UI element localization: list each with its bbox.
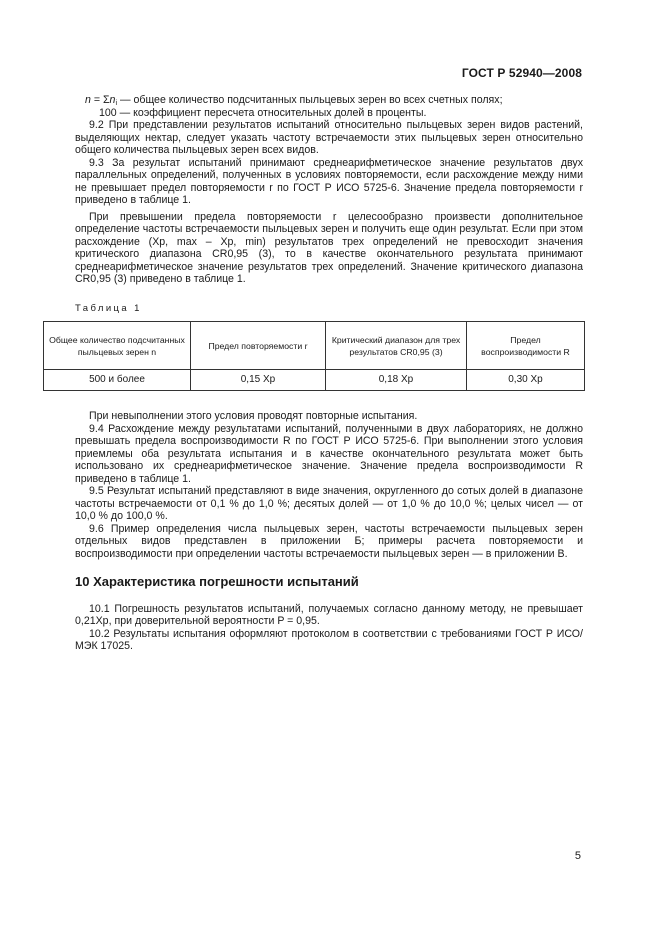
definition-100: 100 — коэффициент пересчета относительных долей в проценты. <box>99 106 427 119</box>
paragraph-after-table: При невыполнении этого условия проводят повторные испытания. <box>89 410 418 422</box>
header-cell: Предел воспроизводимости R <box>467 322 585 370</box>
table-cell: 500 и более <box>44 370 191 391</box>
table-cell: 0,18 Xp <box>326 370 467 391</box>
paragraph-10-2: 10.2 Результаты испытания оформляют протоколом в соответствии с требованиями ГОСТ Р ИСО/МЭК 17025. <box>75 627 583 652</box>
paragraph-10-1: 10.1 Погрешность результатов испытаний, получаемых согласно данному методу, не превышает 0,21Xp, при доверительной вероятности P = 0,95. <box>75 602 583 627</box>
page-number: 5 <box>574 850 581 862</box>
paragraph-9-6: 9.6 Пример определения числа пыльцевых зерен, частоты встречаемости пыльцевых зерен отдельных видов представлен в приложении Б; примеры расчета повторяемости и воспроизводимости при определении частоты встречаемости пыльцевых зерен — в приложении В. <box>75 522 583 560</box>
paragraph-9-2: 9.2 При представлении результатов испытаний относительно пыльцевых зерен видов растений, выделяющих нектар, следует указать частоту встречаемости этих пыльцевых зерен относительно общего количества пыльцевых зерен всех видов. <box>75 119 583 156</box>
standard-number: ГОСТ Р 52940—2008 <box>461 66 582 80</box>
table-1 <box>43 321 585 391</box>
paragraph-9-3: 9.3 За результат испытаний принимают среднеарифметическое значение результатов двух параллельных определений, полученных в условиях повторяемости, если расхождение между ними не превышает предел повторяемости r по ГОСТ Р ИСО 5725-6. Значение предела повторяемости r приведено в таблице 1. <box>75 156 583 206</box>
header-cell: Предел повторяемости r <box>191 322 326 370</box>
main-content <box>49 94 583 653</box>
header-cell: Критический диапазон для трех результатов CR0,95 (3) <box>326 322 467 370</box>
table-header-row <box>44 322 585 370</box>
definition-n: $n = \Sigma n_i$ — общее количество подсчитанных пыльцевых зерен во всех счетных полях; <box>85 94 503 107</box>
table-caption: Таблица 1 <box>75 302 142 314</box>
paragraph-9-5: 9.5 Результат испытаний представляют в виде значения, округленного до сотых долей в диапазоне частоты встречаемости от 0,1 % до 1,0 %; десятых долей — от 1,0 % до 10,0 %; целых чисел — от 10,0 % до 100,0 %. <box>75 485 583 522</box>
section-10-title: 10 Характеристика погрешности испытаний <box>75 574 359 589</box>
paragraph-9-4: 9.4 Расхождение между результатами испытаний, полученными в двух лабораториях, не должно превышать предела воспроизводимости R по ГОСТ Р ИСО 5725-6. При выполнении этого условия приемлемы оба результата испытания и в качестве окончательного результата может быть использовано их среднеарифметическое значение. Значение предела воспроизводимости R приведено в таблице 1. <box>75 422 583 485</box>
header-cell: Общее количество подсчитанных пыльцевых зерен n <box>44 322 191 370</box>
table-row <box>44 370 585 391</box>
paragraph-9-3-cont: При превышении предела повторяемости r целесообразно произвести дополнительное определение частоты встречаемости пыльцевых зерен и получить еще один результат. Если при этом расхождение (Xp, max – Xp, min) результатов трех определений не превосходит значения критического диапазона CR0,95 (3), то в качестве окончательного результата принимают среднеарифметическое значение результатов трех определений. Значение критического диапазона CR0,95 (3) приведено в таблице 1. <box>75 210 583 285</box>
table-cell: 0,30 Xp <box>467 370 585 391</box>
table-cell: 0,15 Xp <box>191 370 326 391</box>
